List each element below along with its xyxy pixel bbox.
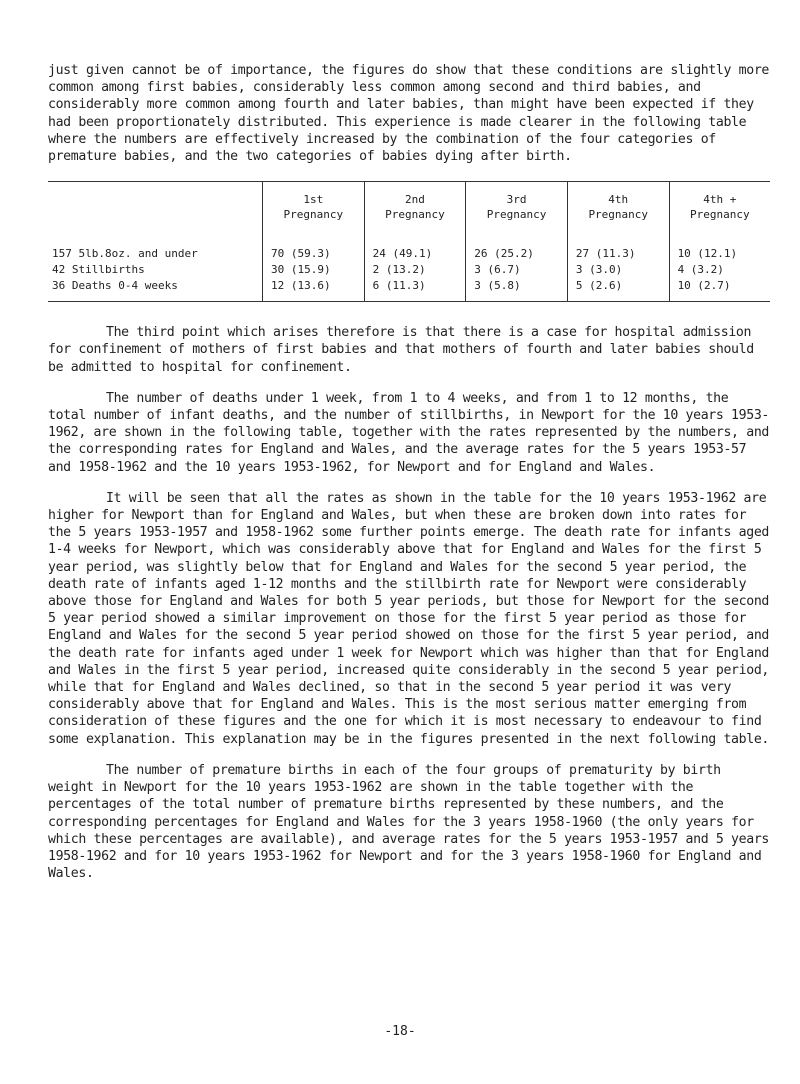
paragraph-deaths-table-intro: The number of deaths under 1 week, from 1 to 4 weeks, and from 1 to 12 months, the total number of infant deaths, and the number of stillbirths, in Newport for the 10 years 1953-1962, are shown in the following table, together with the rates represented by the numbers, and the corresponding rates for England and Wales, and the average rates for the 5 years 1953-57 and 1958-1962 and the 10 years 1953-1962, for Newport and for England and Wales. — [48, 390, 770, 475]
table-row — [48, 262, 770, 278]
table-cell: 3 (6.7) — [466, 262, 568, 278]
table-cell: 3 (5.8) — [466, 278, 568, 302]
table-header-col3: 3rd Pregnancy — [466, 182, 568, 241]
paragraph-rates-discussion: It will be seen that all the rates as shown in the table for the 10 years 1953-1962 are higher for Newport than for England and Wales, but when these are broken down into rates for the 5 years 1953-1957 and 1958-1962 some further points emerge. The death rate for infants aged 1-4 weeks for Newport, which was considerably above that for England and Wales for the first 5 year period, was slightly below that for England and Wales for the second 5 year period, the death rate of infants aged 1-12 months and the stillbirth rate for Newport were considerably above those for England and Wales for both 5 year periods, but those for Newport for the second 5 year period showed a similar improvement on those for the first 5 year period as those for England and Wales for the second 5 year period showed on those for the first 5 year period, and the death rate for infants aged under 1 week for Newport which was higher than that for England and Wales in the first 5 year period, increased quite considerably in the second 5 year period, while that for England and Wales declined, so that in the second 5 year period it was very considerably above that for England and Wales. This is the most serious matter emerging from consideration of these figures and the one for which it is most necessary to endeavour to find some explanation. This explanation may be in the figures presented in the next following table. — [48, 490, 770, 747]
pregnancy-order-table — [48, 181, 770, 302]
table-cell: 5 (2.6) — [567, 278, 669, 302]
table-cell: 3 (3.0) — [567, 262, 669, 278]
table-header-col4: 4th Pregnancy — [567, 182, 669, 241]
row-label: 157 5lb.8oz. and under — [52, 247, 198, 261]
table-cell: 4 (3.2) — [669, 262, 770, 278]
table-cell: 2 (13.2) — [364, 262, 466, 278]
table-cell: 10 (2.7) — [669, 278, 770, 302]
table-cell: 27 (11.3) — [567, 240, 669, 262]
table-row — [48, 240, 770, 262]
table-cell: 12 (13.6) — [263, 278, 365, 302]
table-cell: 24 (49.1) — [364, 240, 466, 262]
table-cell: 70 (59.3) — [263, 240, 365, 262]
paragraph-third-point: The third point which arises therefore is that there is a case for hospital admission for confinement of mothers of first babies and that mothers of fourth and later babies should be admitted to hospital for confinement. — [48, 325, 754, 375]
table-cell: 6 (11.3) — [364, 278, 466, 302]
table-cell: 30 (15.9) — [263, 262, 365, 278]
paragraph-intro: just given cannot be of importance, the figures do show that these conditions are slightly more common among first babies, considerably less common among second and third babies, and considerably more common among fourth and later babies, than might have been expected if they had been proportionately distributed. This experience is made clearer in the following table where the numbers are effectively increased by the combination of the four categories of premature babies, and the two categories of babies dying after birth. — [48, 63, 770, 165]
table-row — [48, 278, 770, 302]
paragraph-premature-births: The number of premature births in each of the four groups of prematurity by birth weight in Newport for the 10 years 1953-1962 are shown in the table together with the percentages of the total number of premature births represented by these numbers, and the corresponding percentages for England and Wales for the 3 years 1958-1960 (the only years for which these percentages are available), and average rates for the 5 years 1953-1957 and 5 years 1958-1962 and for 10 years 1953-1962 for Newport and for the 3 years 1958-1960 for England and Wales. — [48, 762, 770, 882]
table-header-blank — [48, 182, 263, 241]
table-header-row — [48, 182, 770, 241]
table-header-col5: 4th + Pregnancy — [669, 182, 770, 241]
row-label: 42 Stillbirths — [52, 263, 145, 277]
table-header-col1: 1st Pregnancy — [263, 182, 365, 241]
document-page — [48, 62, 770, 882]
table-cell: 10 (12.1) — [669, 240, 770, 262]
table-cell: 26 (25.2) — [466, 240, 568, 262]
row-label: 36 Deaths 0-4 weeks — [52, 279, 178, 293]
page-number: -18- — [384, 1024, 416, 1039]
table-header-col2: 2nd Pregnancy — [364, 182, 466, 241]
